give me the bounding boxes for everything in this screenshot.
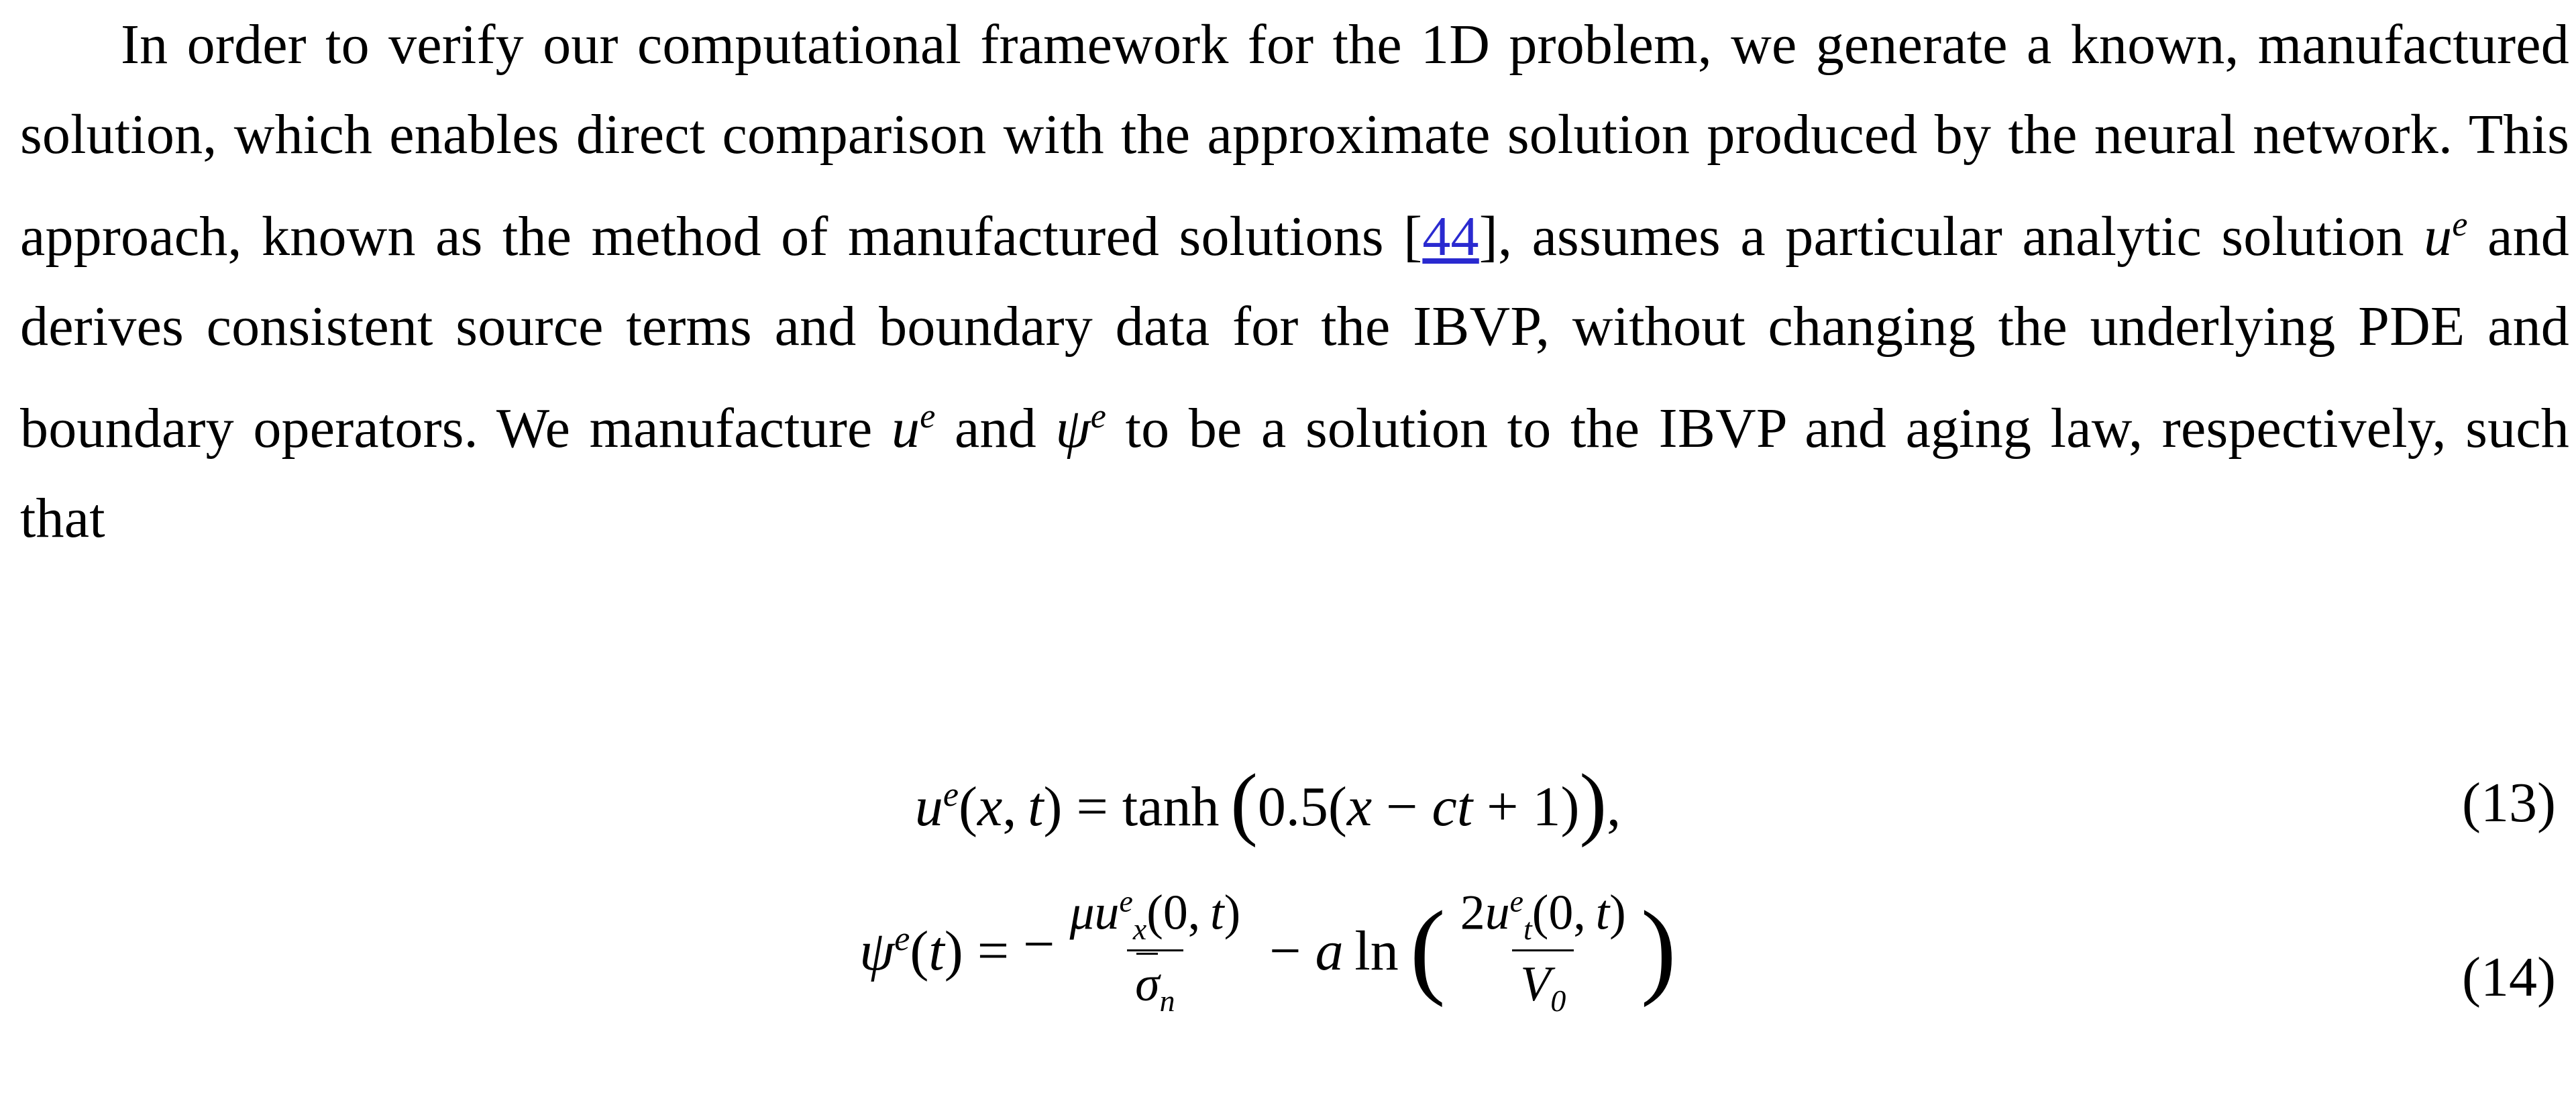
paragraph-text-after-citation: ], assumes a particular analytic solution	[1479, 205, 2424, 268]
eq14-close-paren-big: )	[1640, 889, 1676, 1008]
eq14-n2-comma: ,	[1573, 884, 1586, 940]
equation-13-body	[914, 751, 1621, 849]
eq14-fraction-1-numerator	[1061, 884, 1248, 949]
eq14-a: a	[1315, 920, 1344, 982]
paragraph-text-middle: and derives consistent source terms and boundary data for the IBVP, without changing the underlying PDE and boundary operators. We manufacture	[20, 205, 2569, 460]
eq14-u-te: $u^e_t$	[1485, 884, 1532, 947]
eq13-equals: =	[1076, 776, 1108, 838]
eq14-n1-t: t	[1210, 884, 1224, 940]
eq14-n1-comma: ,	[1187, 884, 1201, 940]
eq14-psi: ψ	[859, 920, 895, 982]
eq14-V: V	[1520, 956, 1551, 1012]
eq14-n1-rparen: )	[1224, 884, 1241, 940]
eq14-leading-minus: −	[1023, 912, 1055, 976]
eq13-c: c	[1432, 776, 1457, 838]
eq13-close-paren-big: )	[1579, 757, 1607, 849]
equation-13	[0, 751, 2576, 852]
eq13-comma: ,	[1002, 776, 1017, 838]
eq13-tanh: tanh	[1122, 776, 1220, 838]
eq13-plus: +	[1487, 776, 1519, 838]
eq14-sigma-bar: σ	[1135, 956, 1160, 1012]
eq13-half: 0.5	[1257, 776, 1328, 838]
eq14-n2-t: t	[1595, 884, 1610, 940]
eq13-t2: t	[1456, 776, 1473, 838]
eq14-minus-2: −	[1269, 920, 1301, 982]
eq14-t: t	[928, 920, 945, 982]
eq14-fraction-2-denominator	[1512, 949, 1574, 1018]
eq13-inner-lparen: (	[1328, 776, 1347, 838]
eq13-u-sup: e	[943, 776, 959, 814]
eq14-mu: μ	[1069, 884, 1095, 940]
eq14-open-paren-big: (	[1409, 889, 1446, 1008]
eq14-u-xe: $u^e_x$	[1094, 884, 1147, 947]
eq14-fraction-1-denominator	[1127, 949, 1183, 1018]
eq14-n2-zero: 0	[1548, 884, 1574, 940]
equation-14-body	[859, 872, 1676, 1024]
paragraph-text-before-citation: In order to verify our computational framework for the 1D problem, we generate a known, manufactured solution, which enables direct comparison with the approximate solution produced by the neural network. This approach, known as the method of manufactured solutions [	[20, 13, 2569, 268]
eq14-rparen: )	[944, 920, 963, 982]
eq14-n1-zero: 0	[1163, 884, 1188, 940]
eq14-n2-lparen: (	[1532, 884, 1549, 940]
equation-14	[0, 872, 2576, 1094]
eq14-V-sub: 0	[1550, 983, 1566, 1018]
eq14-fraction-1	[1061, 884, 1248, 1018]
equation-13-number: (13)	[2462, 772, 2556, 834]
eq14-lparen: (	[910, 920, 929, 982]
inline-symbol-psi-e: $\psi^e$	[1055, 397, 1107, 460]
paragraph-text-and: and	[935, 397, 1056, 460]
eq14-fraction-2-numerator	[1452, 884, 1634, 949]
eq13-x2: x	[1346, 776, 1373, 838]
equation-14-number: (14)	[2462, 946, 2556, 1008]
eq13-x: x	[977, 776, 1003, 838]
equation-14-row	[0, 872, 2576, 1024]
eq14-equals: =	[977, 920, 1010, 982]
equation-13-row	[0, 751, 2576, 849]
eq14-two: 2	[1460, 884, 1485, 940]
eq13-trailing-comma: ,	[1607, 776, 1621, 838]
citation-link-44[interactable]: 44	[1422, 205, 1479, 268]
eq13-t: t	[1028, 776, 1044, 838]
body-paragraph	[20, 0, 2569, 564]
inline-symbol-u-e-1: $u^e$	[2424, 205, 2468, 268]
eq13-open-paren-big: (	[1230, 757, 1258, 849]
eq13-inner-rparen: )	[1560, 776, 1580, 838]
eq14-n1-lparen: (	[1146, 884, 1163, 940]
eq13-lparen: (	[959, 776, 978, 838]
eq14-ln: ln	[1354, 920, 1399, 982]
eq14-psi-sup: e	[894, 920, 910, 958]
eq13-one: 1	[1532, 776, 1561, 838]
eq14-fraction-2	[1452, 884, 1634, 1018]
inline-symbol-u-e-2: $u^e$	[892, 397, 936, 460]
eq13-u: u	[914, 776, 943, 838]
eq13-minus: −	[1386, 776, 1418, 838]
paragraph-text-end: to be a solution to the IBVP and aging law, respectively, such that	[20, 397, 2569, 550]
eq13-rparen: )	[1043, 776, 1063, 838]
eq14-sigma-sub: n	[1159, 983, 1175, 1018]
eq14-n2-rparen: )	[1609, 884, 1626, 940]
